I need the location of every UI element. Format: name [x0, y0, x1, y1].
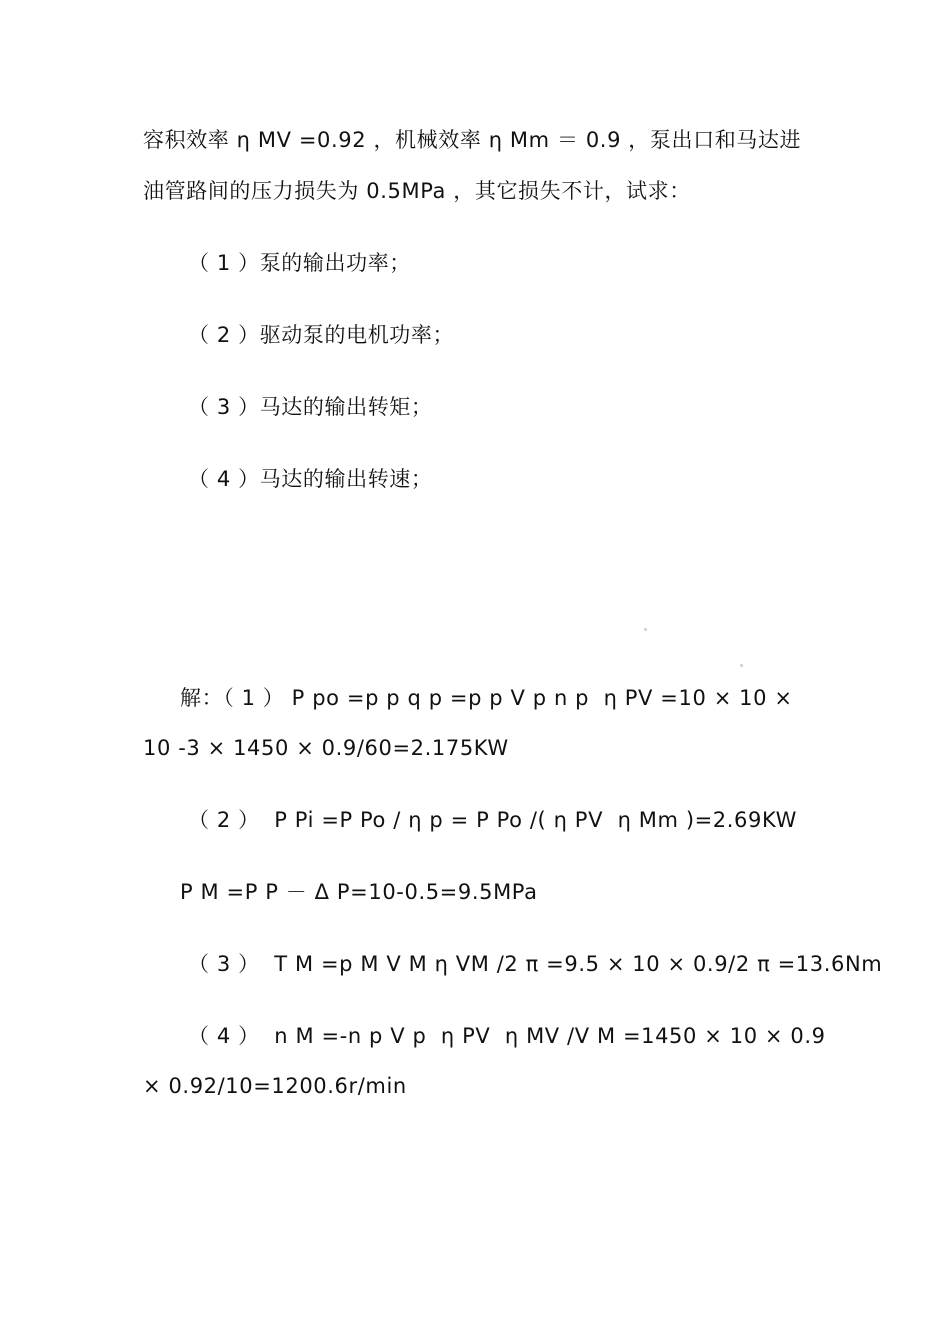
question-intro-line-1: 容积效率 η MV =0.92 ，机械效率 η Mm ＝ 0.9 ，泵出口和马达进: [143, 128, 802, 152]
question-item-4: （ 4 ）马达的输出转速；: [188, 467, 433, 491]
solution-line-5: （ 3 ） T M =p M V M η VM /2 π =9.5 × 10 × 0.9/2 π =13.6Nm: [188, 952, 883, 976]
question-item-2: （ 2 ）驱动泵的电机功率；: [188, 323, 455, 347]
solution-line-2: 10 -3 × 1450 × 0.9/60=2.175KW: [143, 736, 509, 760]
solution-line-4: P M =P P － Δ P=10-0.5=9.5MPa: [180, 880, 538, 904]
solution-line-1: 解：（ 1 ） P po =p p q p =p p V p n p η PV =10 × 10 ×: [180, 686, 793, 710]
question-intro-line-2: 油管路间的压力损失为 0.5MPa ，其它损失不计，试求：: [143, 179, 691, 203]
question-item-3: （ 3 ）马达的输出转矩；: [188, 395, 433, 419]
solution-line-6: （ 4 ） n M =-n p V p η PV η MV /V M =1450 × 10 × 0.9: [188, 1024, 826, 1048]
scan-speck: [644, 628, 647, 631]
solution-line-7: × 0.92/10=1200.6r/min: [143, 1074, 407, 1098]
solution-line-3: （ 2 ） P Pi =P Po / η p = P Po /( η PV η Mm )=2.69KW: [188, 808, 797, 832]
scan-speck: [740, 664, 743, 667]
question-item-1: （ 1 ）泵的输出功率；: [188, 251, 411, 275]
